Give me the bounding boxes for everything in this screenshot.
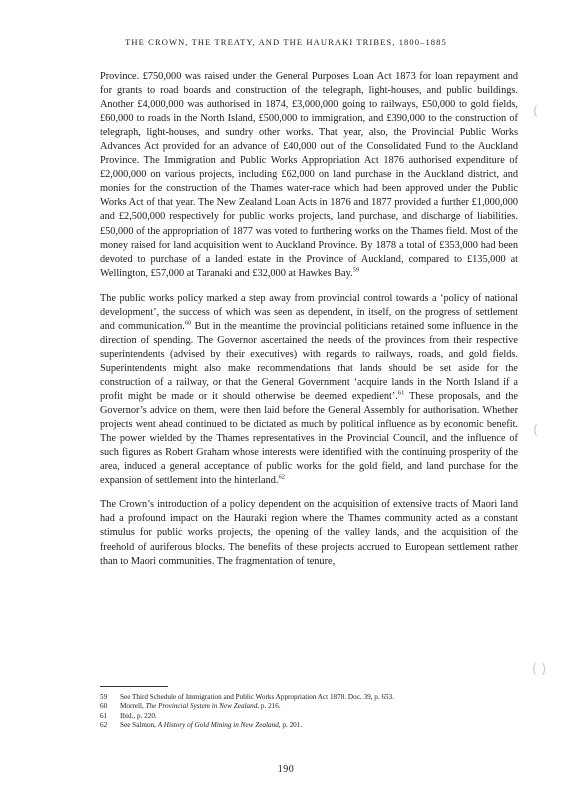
paragraph <box>100 292 518 489</box>
running-head: THE CROWN, THE TREATY, AND THE HAURAKI TRIBES, 1800–1885 <box>125 37 447 47</box>
footnote-text-part: See Third Schedule of Immigration and Public Works Appropriation Act 1878. Doc. 39, p. 653. <box>120 693 395 701</box>
footnote-text-part: , p. 216. <box>257 702 281 711</box>
footnote-text-part: Ibid., p. 220. <box>120 711 157 720</box>
footnote-text <box>120 721 302 730</box>
footnote-number: 60 <box>100 702 108 711</box>
footnote <box>100 693 518 702</box>
footnote-text-part: Morrell, <box>120 702 146 711</box>
footnote-text <box>120 702 281 711</box>
margin-bracket-mark: ( <box>533 104 539 119</box>
footnote-reference: 60 <box>184 319 192 327</box>
footnote-number: 61 <box>100 711 108 720</box>
body-text <box>100 70 518 579</box>
paragraph-text: These proposals, and the Governor’s advice on them, were then laid before the General Assembly for authorisation. Whether projects went ahead continued to be dictated as much by political influence as by economic benefit. The power wielded by the Thames representatives in the Provincial Council, and the influence of such figures as Robert Graham whose interests were identified with the continuing prosperity of the area, induced a general acceptance of public works for the gold field, and land purchase for the expansion of settlement into the hinterland. <box>100 391 518 487</box>
paragraph-text: The public works policy marked a step away from provincial control towards a ‘policy of national development’, the success of which was seen as dependent, in itself, on the progress of settlement and communication. <box>100 292 518 332</box>
paragraph-text: The Crown’s introduction of a policy dependent on the acquisition of extensive tracts of Maori land had a profound impact on the Hauraki region where the Thames community acted as a constant stimulus for public works projects, the opening of the valley lands, and the acquisition of the freehold of auriferous blocks. The benefits of these projects accrued to European settlement rather than to Maori communities. The fragmentation of tenure, <box>100 499 518 567</box>
footnote <box>100 712 518 721</box>
paragraph-text: But in the meantime the provincial politicians retained some influence in the direction of spending. The Governor ascertained the needs of the provinces from their respective superintendents (advised by their executives) with regards to railways, roads, and gold fields. Superintendents might also make recommendations that lands should be set aside for the construction of a railway, or that the General Government ‘acquire lands in the North Island if a profit might be made or it should otherwise be deemed expedient’. <box>100 320 518 403</box>
footnote-number: 59 <box>100 693 108 701</box>
footnote <box>100 721 518 730</box>
margin-bracket-mark: ( <box>533 423 539 438</box>
footnote-reference: 61 <box>397 389 405 397</box>
footnote-reference: 62 <box>278 473 285 481</box>
paragraph <box>100 498 518 568</box>
footnote-text <box>120 712 157 721</box>
footnote-title: A History of Gold Mining in New Zealand <box>157 720 279 729</box>
footnote-text <box>120 693 394 702</box>
footnote-title: The Provincial System in New Zealand <box>145 702 258 711</box>
footnote-rule <box>100 686 168 687</box>
footnote-reference: 59 <box>352 266 360 274</box>
footnote-text-part: , p. 201. <box>278 720 303 729</box>
paragraph-text: Province. £750,000 was raised under the General Purposes Loan Act 1873 for loan repayment and for grants to road boards and construction of the telegraph, light-houses, and public buildings. Another £4,000,000 was authorised in 1874, £3,000,000 going to railways, £50,000 to gold fields, £60,000 to roads in the North Island, £500,000 to immigration, and £390,000 to the construction of telegraph, light-houses, and sundry other works. That year, also, the Provincial Public Works Advances Act provided for an advance of £40,000 out of the Consolidated Fund to the Auckland Province. The Immigration and Public Works Appropriation Act 1876 authorised expenditure of £2,000,000 on various projects, including £62,000 on land purchase in the Auckland district, and monies for the construction of the Thames water-race which had been approved under the Public Works Act of that year. The New Zealand Loan Acts in 1876 and 1877 provided a further £1,000,000 and £2,500,000 respectively for public works projects, land purchase, and discharge of liabilities. £50,000 of the appropriation of 1877 was voted to furthering works on the Thames field. Most of the money raised for land acquisition went to Auckland Province. By 1878 a total of £353,000 had been devoted to purchase of a landed estate in the Province of Auckland, compared to £135,000 at Wellington, £57,000 at Taranaki and £32,000 at Hawkes Bay. <box>100 71 518 279</box>
footnotes <box>100 693 518 730</box>
margin-bracket-mark: ( ) <box>532 662 547 677</box>
footnote-text-part: See Salmon, <box>120 720 158 729</box>
page-number: 190 <box>277 764 295 775</box>
paragraph <box>100 70 518 281</box>
footnote <box>100 702 518 711</box>
footnote-number: 62 <box>100 720 108 729</box>
margin-speck: · <box>545 260 548 269</box>
